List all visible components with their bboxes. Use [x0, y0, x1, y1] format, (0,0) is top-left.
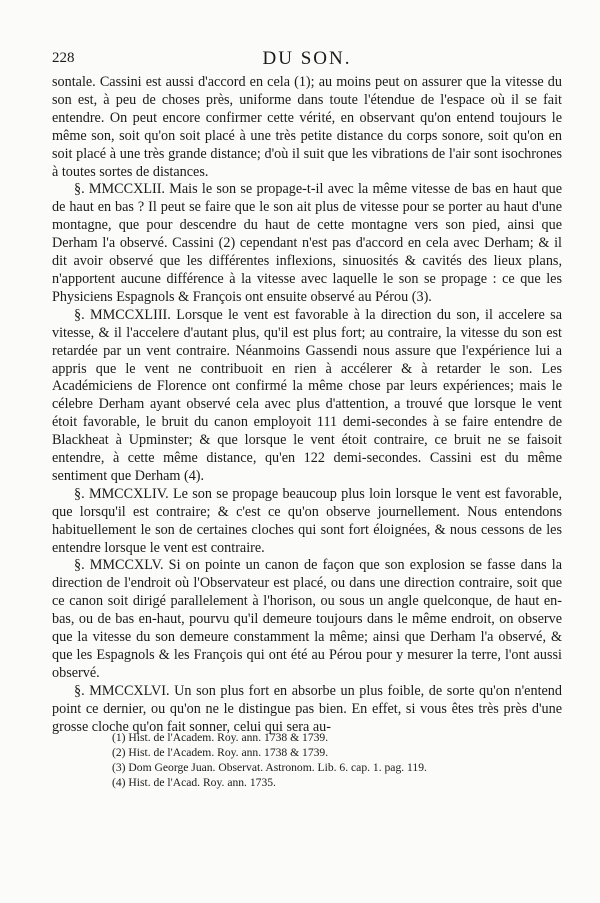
paragraph-2246: §. MMCCXLVI. Un son plus fort en absorbe un plus foible, de sorte qu'on n'entend point ce dernier, ou qu'on ne le distingue pas bien. En effet, si vous êtes très près d'une grosse cloche qu'on fait sonner, celui qui sera au-: [52, 682, 562, 735]
running-title: DU SON.: [262, 48, 352, 69]
footnotes: [112, 730, 542, 790]
page-number: 228: [52, 50, 75, 66]
footnote: (1) Hist. de l'Academ. Roy. ann. 1738 & 1739.: [112, 731, 329, 744]
paragraph-continuation: sontale. Cassini est aussi d'accord en cela (1); au moins peut on assurer que la vitesse du son est, à peu de choses près, uniforme dans toute l'étendue de l'espace où il se fait entendre. On peut encore confirmer cette vérité, en observant qu'on entend toujours le même son, soit qu'on soit placé à une très petite distance du corps sonore, soit qu'on en soit placé à une très grande distance; d'où il suit que les vibrations de l'air sont isochrones à toutes sortes de distances.: [52, 74, 562, 180]
body-text: [52, 74, 562, 737]
footnote: (3) Dom George Juan. Observat. Astronom. Lib. 6. cap. 1. pag. 119.: [112, 761, 427, 774]
page: [52, 44, 562, 737]
paragraph-2242: §. MMCCXLII. Mais le son se propage-t-il avec la même vitesse de bas en haut que de haut en bas ? Il peut se faire que le son ait plus de vitesse pour se porter au haut d'une montagne, que pour descendre du haut de cette montagne vers son pied, ainsi que Derham l'a observé. Cassini (2) cependant n'est pas d'accord en cela avec Derham; & il dit avoir observé que les différentes inflexions, sinuosités & cavités des lieux plans, n'apportent aucune différence à la vitesse avec laquelle le son se propage : ce que les Physiciens Espagnols & François ont ensuite observé au Pérou (3).: [52, 181, 562, 305]
page-header: [52, 44, 562, 74]
paragraph-2244: §. MMCCXLIV. Le son se propage beaucoup plus loin lorsque le vent est favorable, que lorsqu'il est contraire; & c'est ce qu'on observe journellement. Nous entendons habituellement le son de certaines cloches qui sont fort éloignées, & nous cessons de les entendre lorsque le vent est contraire.: [52, 485, 562, 556]
footnote: (2) Hist. de l'Academ. Roy. ann. 1738 & 1739.: [112, 746, 329, 759]
paragraph-2245: §. MMCCXLV. Si on pointe un canon de façon que son explosion se fasse dans la direction de l'endroit où l'Observateur est placé, ou dans une direction contraire, soit que ce canon soit dirigé parallelement à l'horison, ou sous un angle quelconque, de haut en-bas, ou de bas en-haut, pourvu qu'il demeure toujours dans le même endroit, on observe que la vitesse du son demeure constamment la même; ainsi que Derham l'a observé, & que les Espagnols & les François qui ont été au Pérou pour y mesurer la terre, l'ont aussi observé.: [52, 557, 562, 681]
paragraph-2243: §. MMCCXLIII. Lorsque le vent est favorable à la direction du son, il accelere sa vitesse, & il l'accelere d'autant plus, qu'il est plus fort; au contraire, la vitesse du son est retardée par un vent contraire. Néanmoins Gassendi nous assure que l'expérience lui a appris que le vent ne contribuoit en rien à accélerer & à retarder le son. Les Académiciens de Florence ont confirmé la même chose par leurs expériences; mais le célebre Derham ayant observé cela avec plus d'attention, a trouvé que lorsque le vent étoit favorable, le bruit du canon employoit 111 demi-secondes à se faire entendre de Blackheat à Upminster; & que lorsque le vent étoit contraire, ce bruit ne se faisoit entendre, à cette même distance, qu'en 122 demi-secondes. Cassini est du même sentiment que Derham (4).: [52, 306, 562, 484]
footnote: (4) Hist. de l'Acad. Roy. ann. 1735.: [112, 776, 276, 789]
